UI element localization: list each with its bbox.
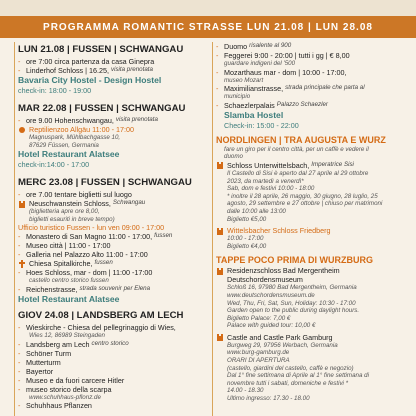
list-item: - Schöner Turm — [18, 348, 72, 358]
day-heading: MERC 23.08 | FUSSEN | SCHWANGAU — [18, 177, 192, 189]
list-item: - Duomo risalente al 900 — [216, 42, 292, 51]
day-heading: MAR 22.08 | FUSSEN | SCHWANGAU — [18, 103, 186, 114]
top-strip — [0, 0, 416, 16]
left-column: LUN 21.08 | FUSSEN | SCHWANGAU - ore 7:00 circa partenza da casa Ginepra - Linderhof Schloss | 16.25, visita prenotata Bavaria City Hostel - Design Hostel check-in: 18:00 - 19:00 MAR 22.08 | FUSSEN | SCHWANGAU - ore 9.00 Hohenschwangau, visita prenotata Reptilienzoo Allgäu 11:00 - 17:00 Magnuspark, Mühlbachgasse 10, 87629 Füssen, Germania Hotel Restaurant Alatsee check-in:14:00 - 17:00 MERC 23.08 | FUSSEN | SCHWANGAU - ore 7.00 tentare biglietti sul luogo Neuschwanstein Schloss, Schwangau (biglietteria apre ore 8,00, biglietti esauriti in breve tempo) Ufficio turistico Fussen - lun ven 09:00 - 17:00 - Monastero di San Magno 11:00 - 17:00, fussen - Museo città | 11:00 - 17:00 - Galleria nel Palazzo Alto 11:00 - 17:00 Chiesa Spitalkirche, fussen - Hoes Schloss, mar - dom | 11:00 -17:00 castello centro storico fussen - Reichenstrasse, strada souvenir per Elena Hotel Restaurant Alatsee GIOV 24.08 | LANDSBERG AM LECH - Wieskirche - Chiesa del pellegrinaggio di Wies, Wies 12, 86989 Steingaden - Landsberg am Lech centro storico - Schöner Turm - Mutterturm - Bayertor - Museo e da fuori carcere Hitler - museo storico della scarpa www.schuhhaus-pflonz.de - Schuhhaus Pflanzen — [18, 42, 206, 410]
bullet-icon: - — [18, 375, 21, 385]
page-header — [0, 16, 416, 38]
bullet-icon: - — [216, 100, 219, 110]
list-item: Chiesa Spitalkirche, fussen — [18, 259, 206, 268]
list-item: Reptilienzoo Allgäu 11:00 - 17:00 — [18, 125, 206, 134]
list-item: Residenzschloss Bad Mergentheim — [216, 266, 410, 275]
bullet-icon: - — [18, 284, 21, 294]
list-item: - museo storico della scarpa — [18, 384, 112, 394]
bullet-icon: - — [18, 57, 21, 66]
hotel-name: Bavaria City Hostel - Design Hostel — [18, 75, 162, 85]
hotel-name: Hotel Restaurant Alatsee — [18, 293, 120, 304]
list-item: - Linderhof Schloss | 16.25, visita prenotata — [18, 66, 153, 75]
bullet-icon: - — [18, 241, 21, 251]
church-icon — [18, 260, 26, 268]
list-item: - Maximilianstrasse, strada principale che parta al — [216, 84, 365, 94]
castle-icon — [216, 333, 224, 341]
bullet-icon: - — [18, 366, 21, 376]
day-heading: LUN 21.08 | FUSSEN | SCHWANGAU — [18, 44, 184, 55]
castle-icon — [18, 200, 26, 208]
list-item: - Schaezlerpalais Palazzo Schaezler — [216, 100, 328, 110]
timeline-right — [212, 42, 213, 416]
list-item: - Monastero di San Magno 11:00 - 17:00, fussen — [18, 232, 173, 242]
list-item: Ufficio turistico Fussen - lun ven 09:00 - 17:00 — [18, 223, 165, 233]
list-item: Neuschwanstein Schloss, Schwangau — [18, 199, 206, 208]
address: 87629 Füssen, Germania — [29, 141, 99, 149]
address: Magnuspark, Mühlbachgasse 10, — [29, 134, 121, 141]
zoo-icon — [18, 126, 26, 134]
list-item: - Bayertor — [18, 366, 54, 376]
list-item: Schloss Unterwittelsbach, Imperatrice Sisi — [216, 161, 410, 170]
bullet-icon: - — [216, 67, 219, 77]
list-item: - ore 9.00 Hohenschwangau, visita prenotata — [18, 116, 158, 125]
castle-icon — [216, 227, 224, 235]
list-item: - Museo e da fuori carcere Hitler — [18, 375, 125, 385]
bullet-icon: - — [18, 66, 21, 75]
bullet-icon: - — [18, 401, 21, 411]
bullet-icon: - — [216, 42, 219, 51]
list-item: - Schuhhaus Pflanzen — [18, 401, 92, 411]
list-item: - Landsberg am Lech centro storico — [18, 339, 129, 349]
bullet-icon: - — [216, 51, 219, 60]
bullet-icon: - — [18, 250, 21, 260]
bullet-icon: - — [216, 84, 219, 94]
castle-icon — [216, 161, 224, 169]
bullet-icon: - — [18, 348, 21, 358]
hotel-name: Slamba Hostel — [224, 109, 284, 120]
bullet-icon: - — [18, 384, 21, 394]
list-item: - Mozarthaus mar - dom | 10:00 - 17:00, — [216, 67, 347, 77]
list-item: - Galleria nel Palazzo Alto 11:00 - 17:00 — [18, 250, 148, 260]
list-item: - ore 7:00 circa partenza da casa Ginepra — [18, 57, 155, 66]
list-item: - Wieskirche - Chiesa del pellegrinaggio di Wies, — [18, 322, 176, 332]
checkin-time: Check-in: 15:00 - 22:00 — [224, 120, 299, 130]
section-heading: NORDLINGEN | TRA AUGUSTA E WURZ — [216, 134, 386, 145]
bullet-icon: - — [18, 232, 21, 242]
list-item: - Reichenstrasse, strada souvenir per Elena — [18, 284, 151, 294]
checkin-time: check-in:14:00 - 17:00 — [18, 160, 90, 170]
checkin-time: check-in: 18:00 - 19:00 — [18, 86, 92, 95]
list-item: - Museo città | 11:00 - 17:00 — [18, 241, 111, 251]
hotel-name: Hotel Restaurant Alatsee — [18, 149, 120, 160]
bullet-icon: - — [18, 268, 21, 278]
bullet-icon: - — [18, 190, 21, 200]
list-item: Castle and Castle Park Gamburg — [216, 333, 410, 342]
day-heading: GIOV 24.08 | LANDSBERG AM LECH — [18, 309, 184, 321]
timeline-left — [14, 42, 15, 416]
right-column: - Duomo risalente al 900 - Feggerei 9:00 - 20:00 | tutti i gg | € 8,00 guardare indigeni del '500 - Mozarthaus mar - dom | 10:00 - 17:00, museo Mozart - Maximilianstrasse, strada principale che parta al municipio - Schaezlerpalais Palazzo Schaezler Slamba Hostel Check-in: 15:00 - 22:00 NORDLINGEN | TRA AUGUSTA E WURZ fare un giro per il centro città, per un caffè e vedere il duomo Schloss Unterwittelsbach, Imperatrice Sisi Il Castello di Sisi è aperto dal 27 aprile al 29 ottobre 2023, da martedì a venerdì* Sab, dom e festivi 10:00 - 18:00 * inoltre il 28 aprile, 26 maggio, 30 giugno, 28 luglio, 25 agosto, 29 settembre e 27 ottobre | chiuso per matrimoni dalle 10:00 alle 13:00 Biglietto €5,00 Wittelsbacher Schloss Friedberg 10:00 - 17:00 Biglietto €4,00 TAPPE POCO PRIMA DI WURZBURG Residenzschloss Bad Mergentheim Deutschordensmuseum Schloß 16, 97980 Bad Mergentheim, Germania www.deutschordensmuseum.de Wed, Thu, Fri, Sat, Sun, Holiday: 10:30 - 17:00 Garden open to the public during daylight hours. Biglietto Palace: 7,00 € Palace with guided tour: 10,00 € Castle and Castle Park Gamburg Burgweg 29, 97956 Werbach, Germania www.burg-gamburg.de ORARI DI APERTURA (castello, giardini del castello, caffè e negozio) Dal 1° fine settimana di Aprile al 1° fine settimana di novembre tutti i sabati, domeniche e festivi * 14.00 - 18.30 Ultimo ingresso: 17.30 - 18.00 — [216, 42, 410, 403]
section-heading: TAPPE POCO PRIMA DI WURZBURG — [216, 255, 373, 266]
list-item: - Hoes Schloss, mar - dom | 11:00 -17:00 — [18, 268, 153, 278]
bullet-icon: - — [18, 322, 21, 332]
list-item: Deutschordensmuseum — [227, 275, 303, 285]
list-item: - ore 7.00 tentare biglietti sul luogo — [18, 190, 132, 200]
list-item: Wittelsbacher Schloss Friedberg — [216, 226, 410, 235]
bullet-icon: - — [18, 339, 21, 349]
bullet-icon: - — [18, 357, 21, 367]
page-title: PROGRAMMA ROMANTIC STRASSE LUN 21.08 | LUN 28.08 — [43, 21, 373, 33]
list-item: - Feggerei 9:00 - 20:00 | tutti i gg | € 8,00 — [216, 51, 350, 60]
list-item: - Mutterturm — [18, 357, 61, 367]
bullet-icon: - — [18, 116, 21, 125]
castle-icon — [216, 267, 224, 275]
